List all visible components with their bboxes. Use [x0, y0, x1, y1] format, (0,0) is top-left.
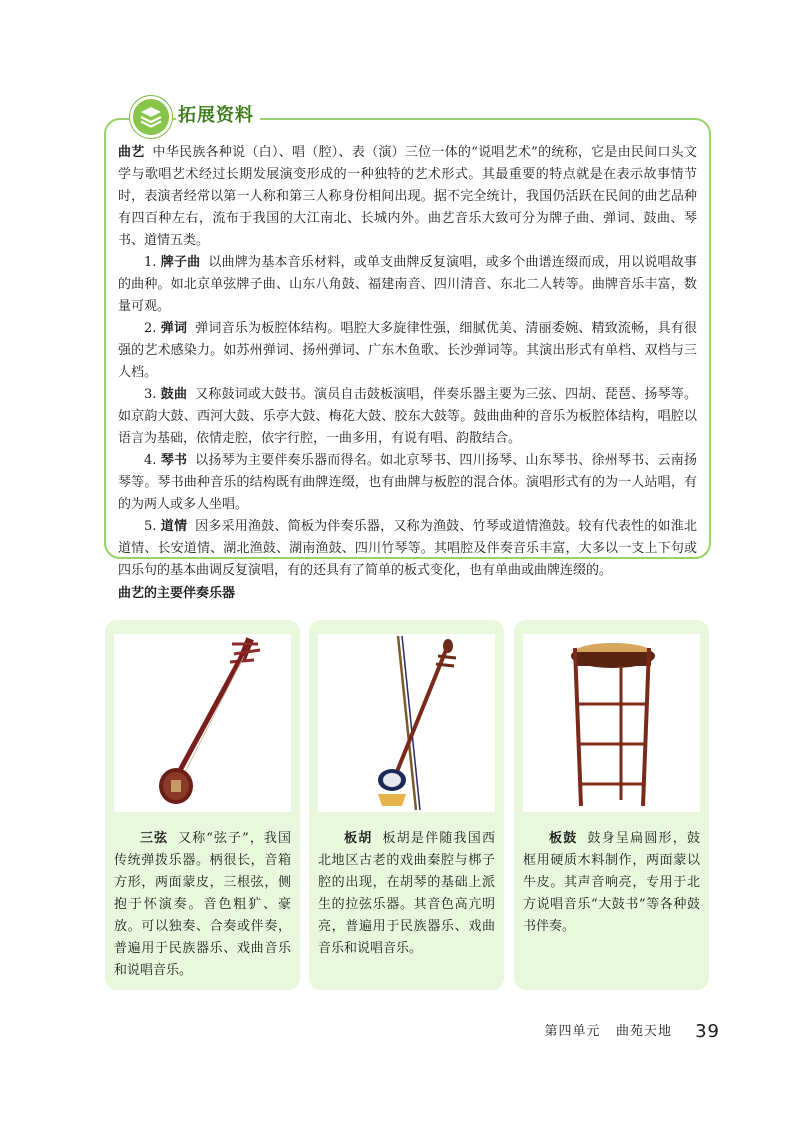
instrument-name: 三弦: [140, 831, 169, 846]
extension-title: 拓展资料: [176, 104, 260, 128]
item-number: 1.: [144, 255, 157, 270]
instrument-text: 又称“弦子”，我国传统弹拨乐器。柄很长，音箱方形，两面蒙皮，三根弦，侧抱于怀演奏。音色粗犷、豪放。可以独奏、合奏或伴奏，普遍用于民族器乐、戏曲音乐和说唱音乐。: [114, 831, 291, 978]
instrument-card-sanxian: [105, 620, 300, 990]
sanxian-photo: [114, 634, 291, 812]
instrument-name: 板鼓: [549, 831, 578, 846]
item-term: 琴书: [160, 453, 188, 468]
bangu-icon: [523, 634, 700, 812]
item-number: 5.: [144, 519, 157, 534]
item-number: 2.: [144, 321, 157, 336]
page-footer: [545, 1020, 720, 1042]
sanxian-description: [114, 828, 291, 982]
instrument-card-bangu: [514, 620, 709, 990]
item-term: 弹词: [160, 321, 188, 336]
instrument-text: 鼓身呈扁圆形，鼓框用硬质木料制作，两面蒙以牛皮。其声音响亮，专用于北方说唱音乐“大鼓书”等各种鼓书伴奏。: [523, 831, 700, 934]
intro-term: 曲艺: [118, 145, 145, 160]
bangu-photo: [523, 634, 700, 812]
banhu-description: [318, 828, 495, 960]
banhu-icon: [318, 634, 495, 812]
item-text: 因多采用渔鼓、简板为伴奏乐器，又称为渔鼓、竹琴或道情渔鼓。较有代表性的如淮北道情、长安道情、湖北渔鼓、湖南渔鼓、四川竹琴等。其唱腔及伴奏音乐丰富，大多以一支上下句或四乐句的基本曲调反复演唱，有的还具有了简单的板式变化，也有单曲或曲牌连缀的。: [118, 519, 697, 578]
sanxian-icon: [114, 634, 291, 812]
section-title: 曲艺的主要伴奏乐器: [118, 586, 236, 601]
stack-icon: [130, 96, 172, 138]
item-tanci: [118, 318, 697, 384]
page-number: 39: [695, 1021, 720, 1042]
item-qinshu: [118, 450, 697, 516]
footer-unit: 第四单元: [544, 1024, 601, 1039]
item-term: 道情: [160, 519, 188, 534]
item-number: 3.: [144, 387, 157, 402]
item-text: 又称鼓词或大鼓书。演员自击鼓板演唱，伴奏乐器主要为三弦、四胡、琵琶、扬琴等。如京韵大鼓、西河大鼓、乐亭大鼓、梅花大鼓、胶东大鼓等。鼓曲曲种的音乐为板腔体结构，唱腔以语言为基础，依情走腔，依字行腔，一曲多用，有说有唱、韵散结合。: [118, 387, 697, 446]
footer-unit-title: 曲苑天地: [615, 1024, 672, 1039]
instrument-text: 板胡是伴随我国西北地区古老的戏曲秦腔与梆子腔的出现，在胡琴的基础上派生的拉弦乐器。其音色高亢明亮，普遍用于民族器乐、戏曲音乐和说唱音乐。: [318, 831, 495, 956]
intro-paragraph: [118, 142, 697, 252]
item-text: 以曲牌为基本音乐材料，或单支曲牌反复演唱，或多个曲谱连缀而成，用以说唱故事的曲种。如北京单弦牌子曲、山东八角鼓、福建南音、四川清音、东北二人转等。曲牌音乐丰富，数量可观。: [118, 255, 697, 314]
item-daoqing: [118, 516, 697, 582]
bangu-description: [523, 828, 700, 938]
item-term: 牌子曲: [160, 255, 201, 270]
item-term: 鼓曲: [160, 387, 188, 402]
intro-text: 中华民族各种说（白）、唱（腔）、表（演）三位一体的“说唱艺术”的统称，它是由民间口头文学与歌唱艺术经过长期发展演变形成的一种独特的艺术形式。其最重要的特点就是在表示故事情节时，表演者经常以第一人称和第三人称身份相间出现。据不完全统计，我国仍活跃在民间的曲艺品种有四百种左右，流布于我国的大江南北、长城内外。曲艺音乐大致可分为牌子曲、弹词、鼓曲、琴书、道情五类。: [118, 145, 697, 248]
extension-box: [104, 118, 711, 578]
instrument-card-banhu: [309, 620, 504, 990]
instrument-name: 板胡: [344, 831, 373, 846]
item-text: 以扬琴为主要伴奏乐器而得名。如北京琴书、四川扬琴、山东琴书、徐州琴书、云南扬琴等。琴书曲种音乐的结构既有曲牌连缀，也有曲牌与板腔的混合体。演唱形式有的为一人站唱，有的为两人或多人坐唱。: [118, 453, 697, 512]
item-text: 弹词音乐为板腔体结构。唱腔大多旋律性强，细腻优美、清丽委婉、精致流畅，具有很强的艺术感染力。如苏州弹词、扬州弹词、广东木鱼歌、长沙弹词等。其演出形式有单档、双档与三人档。: [118, 321, 697, 380]
item-number: 4.: [144, 453, 157, 468]
banhu-photo: [318, 634, 495, 812]
item-paizi: [118, 252, 697, 318]
item-guqu: [118, 384, 697, 450]
